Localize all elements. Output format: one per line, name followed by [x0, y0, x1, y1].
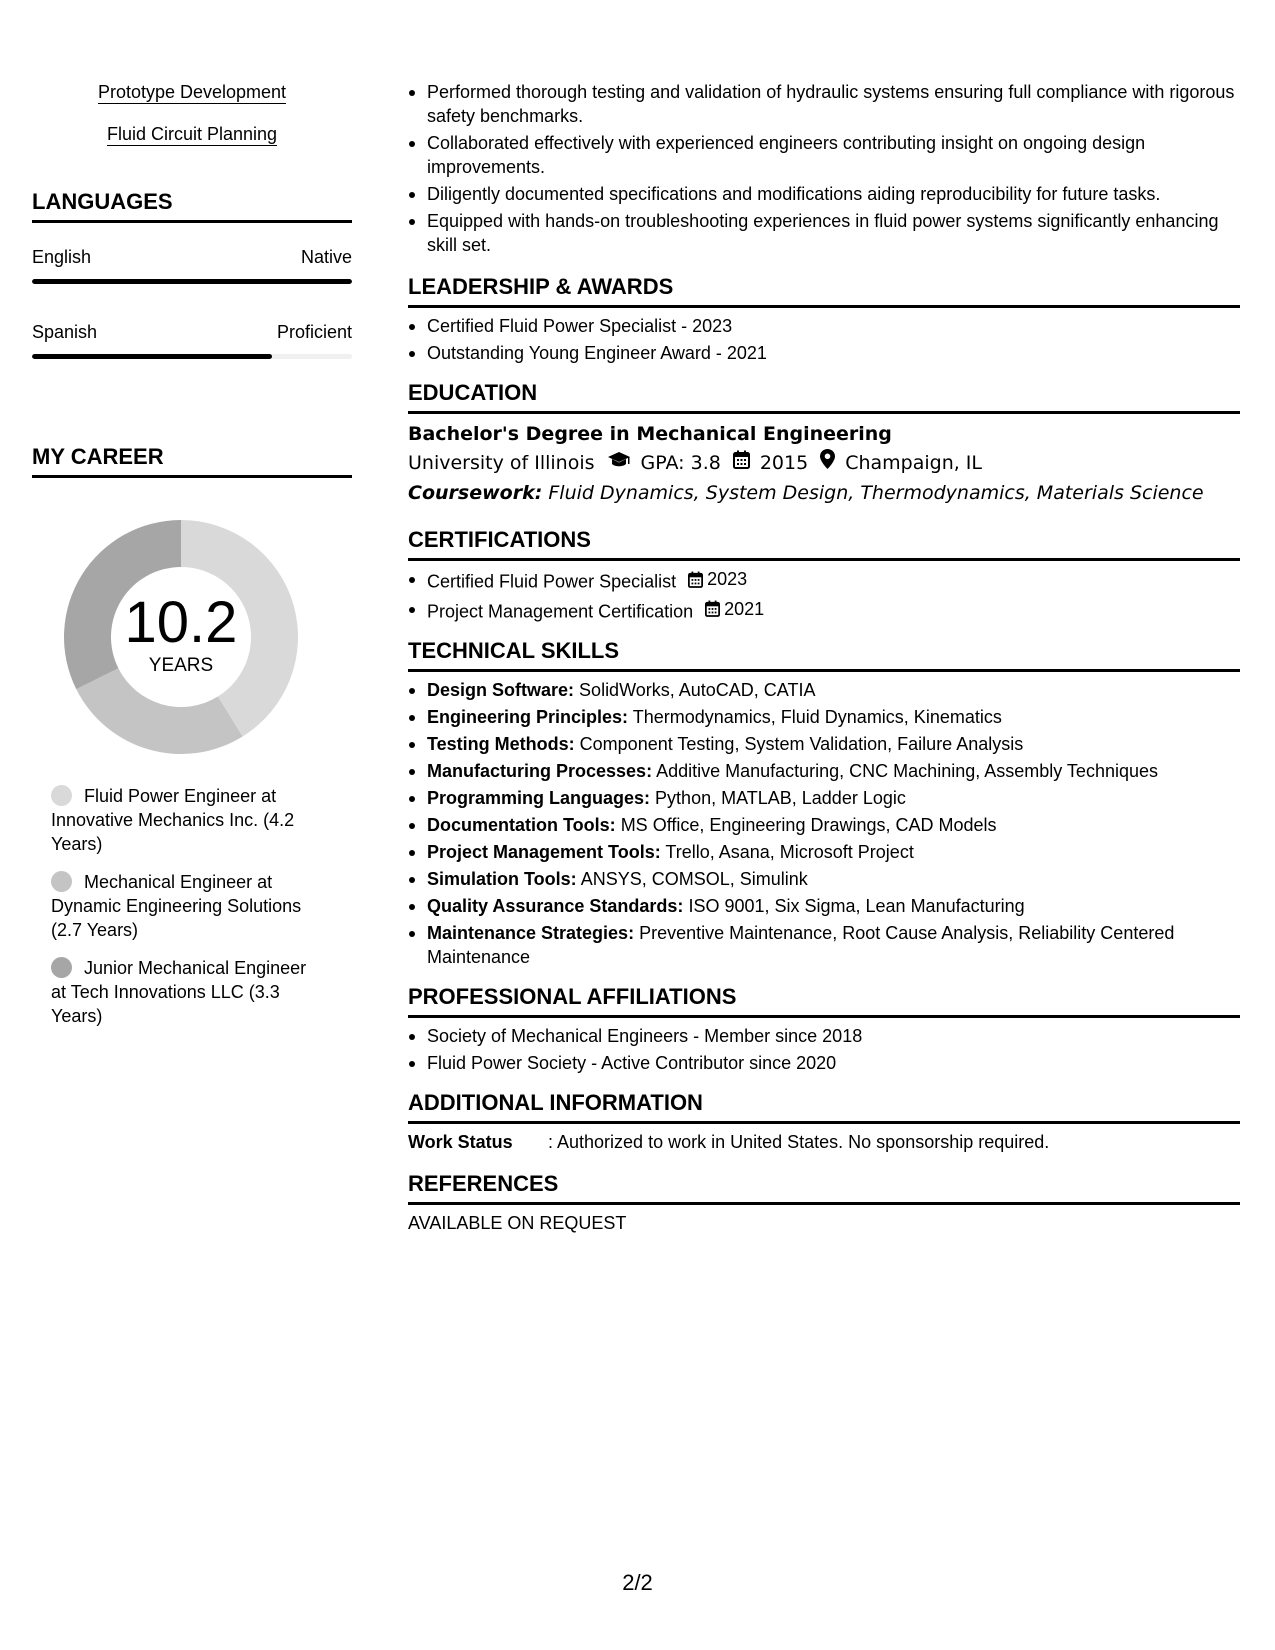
- language-bar: [32, 354, 352, 359]
- skill-category: Quality Assurance Standards:: [427, 896, 684, 916]
- legend-swatch: [51, 957, 72, 978]
- skill-values: MS Office, Engineering Drawings, CAD Models: [620, 815, 997, 835]
- cert-name: Project Management Certification: [427, 601, 694, 621]
- list-item: Performed thorough testing and validation of hydraulic systems ensuring full compliance with rigorous safety benchmarks.: [408, 80, 1240, 128]
- list-item: [408, 786, 1240, 810]
- list-item: Outstanding Young Engineer Award - 2021: [408, 341, 1240, 365]
- work-status-label: Work Status: [408, 1132, 513, 1152]
- skill-category: Programming Languages:: [427, 788, 651, 808]
- calendar-icon: [688, 571, 703, 588]
- skill-category: Engineering Principles:: [427, 707, 629, 727]
- career-legend-label: Junior Mechanical Engineer at Tech Innovations LLC (3.3 Years): [51, 958, 307, 1026]
- certifications-list: [408, 567, 1240, 623]
- calendar-icon: [733, 448, 750, 478]
- degree-title: Bachelor's Degree in Mechanical Engineering: [408, 423, 892, 445]
- skill-tag: [32, 80, 352, 104]
- list-item: Fluid Power Society - Active Contributor since 2020: [408, 1051, 1240, 1075]
- skill-values: Additive Manufacturing, CNC Machining, Assembly Techniques: [656, 761, 1158, 781]
- career-legend-label: Fluid Power Engineer at Innovative Mechanics Inc. (4.2 Years): [51, 786, 295, 854]
- skill-values: Trello, Asana, Microsoft Project: [665, 842, 914, 862]
- list-item: Collaborated effectively with experienced engineers contributing insight on ongoing design improvements.: [408, 131, 1240, 179]
- coursework-list: Fluid Dynamics, System Design, Thermodynamics, Materials Science: [548, 482, 1204, 504]
- cert-year: 2023: [707, 569, 748, 589]
- language-level: Proficient: [276, 322, 352, 342]
- coursework-label: Coursework:: [408, 482, 543, 504]
- coursework: [408, 478, 1240, 508]
- affiliations-list: [408, 1024, 1240, 1075]
- list-item: Society of Mechanical Engineers - Member since 2018: [408, 1024, 1240, 1048]
- skill-tag-label: Prototype Development: [97, 82, 287, 102]
- skill-category: Maintenance Strategies:: [427, 923, 635, 943]
- career-donut-chart: [56, 512, 306, 762]
- skill-tag-label: Fluid Circuit Planning: [106, 124, 278, 144]
- list-item: Equipped with hands-on troubleshooting experiences in fluid power systems significantly enhancing skill set.: [408, 209, 1240, 257]
- school-name: University of Illinois: [408, 452, 595, 474]
- skill-values: Preventive Maintenance, Root Cause Analysis, Reliability Centered Maintenance: [427, 923, 1175, 967]
- skill-category: Manufacturing Processes:: [427, 761, 653, 781]
- education-heading: EDUCATION: [408, 379, 1240, 414]
- skill-category: Simulation Tools:: [427, 869, 577, 889]
- skill-values: SolidWorks, AutoCAD, CATIA: [579, 680, 816, 700]
- career-years-unit: YEARS: [148, 655, 214, 676]
- graduation-cap-icon: [607, 448, 631, 478]
- language-bar-fill: [32, 354, 272, 359]
- career-legend-item: [51, 784, 312, 856]
- list-item: [408, 567, 1240, 594]
- skill-values: ANSYS, COMSOL, Simulink: [580, 869, 808, 889]
- career-legend-label: Mechanical Engineer at Dynamic Engineering Solutions (2.7 Years): [51, 872, 302, 940]
- cert-name: Certified Fluid Power Specialist: [427, 571, 677, 592]
- language-bar: [32, 279, 352, 284]
- list-item: [408, 678, 1240, 702]
- map-pin-icon: [820, 448, 835, 478]
- list-item: [408, 921, 1240, 969]
- language-level: Native: [300, 247, 352, 267]
- career-legend-item: [51, 956, 312, 1028]
- work-status-value: : Authorized to work in United States. No sponsorship required.: [548, 1132, 1050, 1152]
- list-item: [408, 732, 1240, 756]
- references-heading: REFERENCES: [408, 1170, 1240, 1205]
- language-item: [32, 245, 352, 284]
- education-meta: [408, 448, 1240, 478]
- list-item: Diligently documented specifications and modifications aiding reproducibility for future tasks.: [408, 182, 1240, 206]
- sidebar: [32, 80, 352, 1042]
- skills-list: [32, 80, 352, 146]
- language-name: English: [32, 247, 92, 267]
- career-heading: MY CAREER: [32, 443, 352, 478]
- languages-heading: LANGUAGES: [32, 188, 352, 223]
- awards-list: [408, 314, 1240, 365]
- list-item: [408, 597, 1240, 624]
- list-item: [408, 759, 1240, 783]
- career-legend-item: [51, 870, 312, 942]
- list-item: [408, 705, 1240, 729]
- affiliations-heading: PROFESSIONAL AFFILIATIONS: [408, 983, 1240, 1018]
- experience-bullets: [408, 80, 1240, 257]
- calendar-icon: [705, 600, 720, 617]
- school-location: Champaign, IL: [845, 452, 983, 474]
- list-item: [408, 840, 1240, 864]
- additional-info-heading: ADDITIONAL INFORMATION: [408, 1089, 1240, 1124]
- technical-skills-list: [408, 678, 1240, 969]
- language-name: Spanish: [32, 322, 98, 342]
- cert-year: 2021: [724, 598, 765, 619]
- list-item: [408, 894, 1240, 918]
- skill-values: Component Testing, System Validation, Failure Analysis: [579, 734, 1024, 754]
- list-item: Certified Fluid Power Specialist - 2023: [408, 314, 1240, 338]
- skill-values: Thermodynamics, Fluid Dynamics, Kinematics: [632, 707, 1002, 727]
- skill-tag: [32, 122, 352, 146]
- gpa-value: GPA: 3.8: [640, 452, 721, 474]
- language-bar-fill: [32, 279, 352, 284]
- language-item: [32, 320, 352, 359]
- skill-category: Project Management Tools:: [427, 842, 661, 862]
- list-item: [408, 867, 1240, 891]
- skill-values: Python, MATLAB, Ladder Logic: [655, 788, 906, 808]
- page-indicator: 2/2: [622, 1570, 653, 1595]
- list-item: [408, 813, 1240, 837]
- skill-category: Documentation Tools:: [427, 815, 616, 835]
- references-text: AVAILABLE ON REQUEST: [408, 1213, 627, 1233]
- work-status-row: [408, 1130, 1240, 1154]
- legend-swatch: [51, 785, 72, 806]
- skill-category: Testing Methods:: [427, 734, 575, 754]
- main-column: [408, 80, 1240, 1235]
- awards-heading: LEADERSHIP & AWARDS: [408, 273, 1240, 308]
- career-total-years: 10.2: [124, 590, 238, 655]
- legend-swatch: [51, 871, 72, 892]
- technical-skills-heading: TECHNICAL SKILLS: [408, 637, 1240, 672]
- career-section: [32, 443, 352, 1028]
- education-entry: [408, 420, 1240, 508]
- skill-category: Design Software:: [427, 680, 575, 700]
- languages-section: [32, 188, 352, 359]
- graduation-year: 2015: [759, 452, 809, 474]
- skill-values: ISO 9001, Six Sigma, Lean Manufacturing: [688, 896, 1025, 916]
- career-legend: [32, 784, 312, 1028]
- certifications-heading: CERTIFICATIONS: [408, 526, 1240, 561]
